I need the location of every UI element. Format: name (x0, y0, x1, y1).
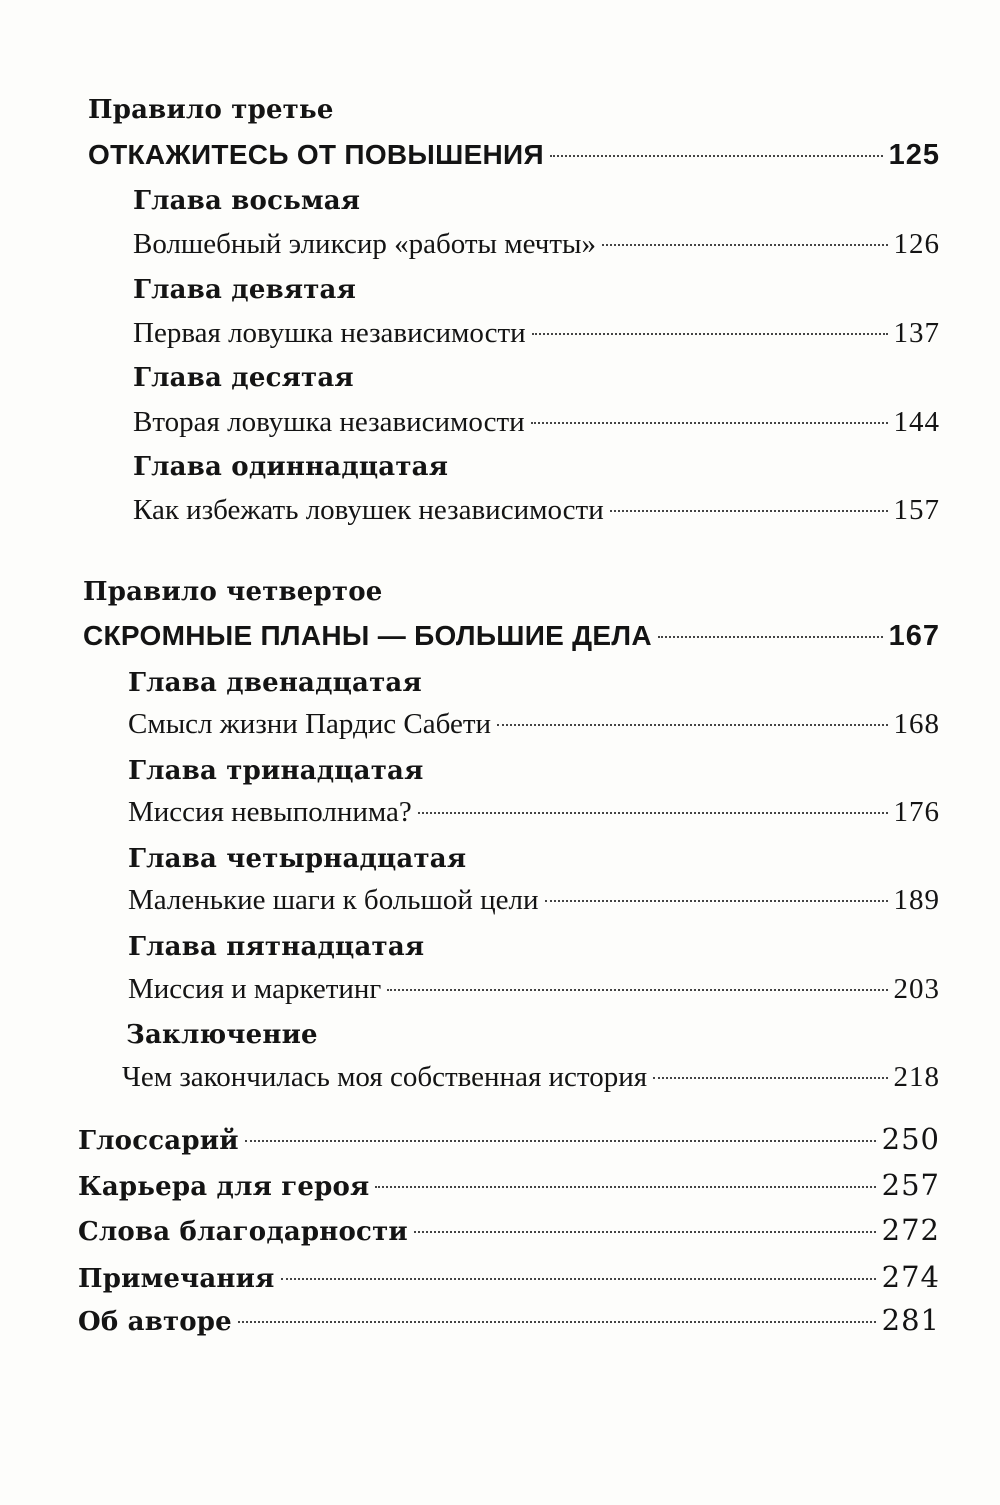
toc-entry-acknowledgements[interactable] (78, 1212, 940, 1248)
entry-title: Вторая ловушка независимости (133, 406, 525, 438)
entry-title: Миссия невыполнима? (128, 796, 412, 828)
toc-entry[interactable] (83, 618, 940, 654)
rule-label-text: Правило третье (88, 95, 334, 125)
chapter-label-text: Глава десятая (133, 363, 354, 393)
page-number: 257 (881, 1168, 940, 1202)
page-number: 167 (888, 620, 940, 652)
chapter-label-text: Глава четырнадцатая (128, 844, 467, 874)
entry-title: Об авторе (78, 1307, 232, 1337)
page-number: 176 (893, 796, 940, 828)
toc-entry[interactable] (133, 315, 940, 351)
leader-dots (532, 333, 888, 335)
leader-dots (238, 1321, 876, 1323)
leader-dots (602, 244, 888, 246)
entry-title: Как избежать ловушек независимости (133, 494, 604, 526)
chapter-label-text: Глава тринадцатая (128, 756, 424, 786)
entry-title: Примечания (78, 1264, 275, 1294)
entry-title: Глоссарий (78, 1126, 239, 1156)
leader-dots (610, 510, 888, 512)
conclusion-label-text: Заключение (126, 1020, 318, 1050)
toc-entry[interactable] (122, 1059, 940, 1095)
toc-entry[interactable] (128, 971, 940, 1007)
chapter-label (133, 449, 940, 485)
chapter-label-text: Глава одиннадцатая (133, 452, 449, 482)
toc-entry-career[interactable] (78, 1167, 940, 1203)
chapter-label-text: Глава восьмая (133, 186, 361, 216)
leader-dots (653, 1077, 887, 1079)
entry-title: Слова благодарности (78, 1217, 408, 1247)
leader-dots (545, 900, 888, 902)
leader-dots (281, 1278, 876, 1280)
toc-entry[interactable] (88, 137, 940, 173)
toc-entry[interactable] (128, 794, 940, 830)
entry-title: Волшебный эликсир «работы мечты» (133, 228, 596, 260)
page-number: 168 (893, 708, 940, 740)
chapter-label-text: Глава пятнадцатая (128, 932, 425, 962)
conclusion-label (126, 1017, 940, 1053)
chapter-label (133, 272, 940, 308)
toc-entry-notes[interactable] (78, 1259, 940, 1295)
chapter-label-text: Глава двенадцатая (128, 668, 422, 698)
page-number: 126 (893, 228, 940, 260)
page-number: 144 (893, 406, 940, 438)
page-number: 203 (893, 973, 940, 1005)
rule-label (88, 92, 940, 128)
chapter-label (128, 753, 940, 789)
chapter-label (133, 183, 940, 219)
leader-dots (375, 1186, 875, 1188)
toc-entry[interactable] (133, 404, 940, 440)
page-number: 157 (893, 494, 940, 526)
leader-dots (387, 989, 887, 991)
leader-dots (497, 724, 887, 726)
toc-entry-about-author[interactable] (78, 1302, 940, 1338)
toc-entry[interactable] (133, 226, 940, 262)
entry-title: Карьера для героя (78, 1172, 370, 1202)
page-number: 218 (893, 1061, 940, 1093)
page-number: 125 (888, 139, 940, 171)
page-number: 272 (881, 1213, 940, 1247)
entry-title: ОТКАЖИТЕСЬ ОТ ПОВЫШЕНИЯ (88, 139, 544, 170)
entry-title: Смысл жизни Пардис Сабети (128, 708, 492, 740)
toc-entry[interactable] (128, 706, 940, 742)
page-number: 137 (893, 317, 940, 349)
rule-label-text: Правило четвертое (83, 577, 383, 607)
leader-dots (550, 155, 883, 157)
entry-title: Чем закончилась моя собственная история (122, 1061, 648, 1093)
chapter-label (128, 841, 940, 877)
toc-entry[interactable] (133, 492, 940, 528)
entry-title: Первая ловушка независимости (133, 317, 526, 349)
leader-dots (245, 1140, 876, 1142)
chapter-label (128, 929, 940, 965)
leader-dots (531, 422, 888, 424)
leader-dots (658, 636, 883, 638)
page-number: 281 (881, 1303, 940, 1337)
chapter-label-text: Глава девятая (133, 275, 357, 305)
leader-dots (414, 1231, 876, 1233)
toc-entry-glossary[interactable] (78, 1121, 940, 1157)
leader-dots (418, 812, 888, 814)
page-number: 250 (881, 1122, 940, 1156)
entry-title: Маленькие шаги к большой цели (128, 884, 539, 916)
entry-title: СКРОМНЫЕ ПЛАНЫ — БОЛЬШИЕ ДЕЛА (83, 620, 652, 651)
toc-entry[interactable] (128, 882, 940, 918)
chapter-label (128, 665, 940, 701)
rule-label (83, 574, 940, 610)
chapter-label (133, 360, 940, 396)
entry-title: Миссия и маркетинг (128, 973, 382, 1005)
page-number: 189 (893, 884, 940, 916)
page-number: 274 (881, 1260, 940, 1294)
